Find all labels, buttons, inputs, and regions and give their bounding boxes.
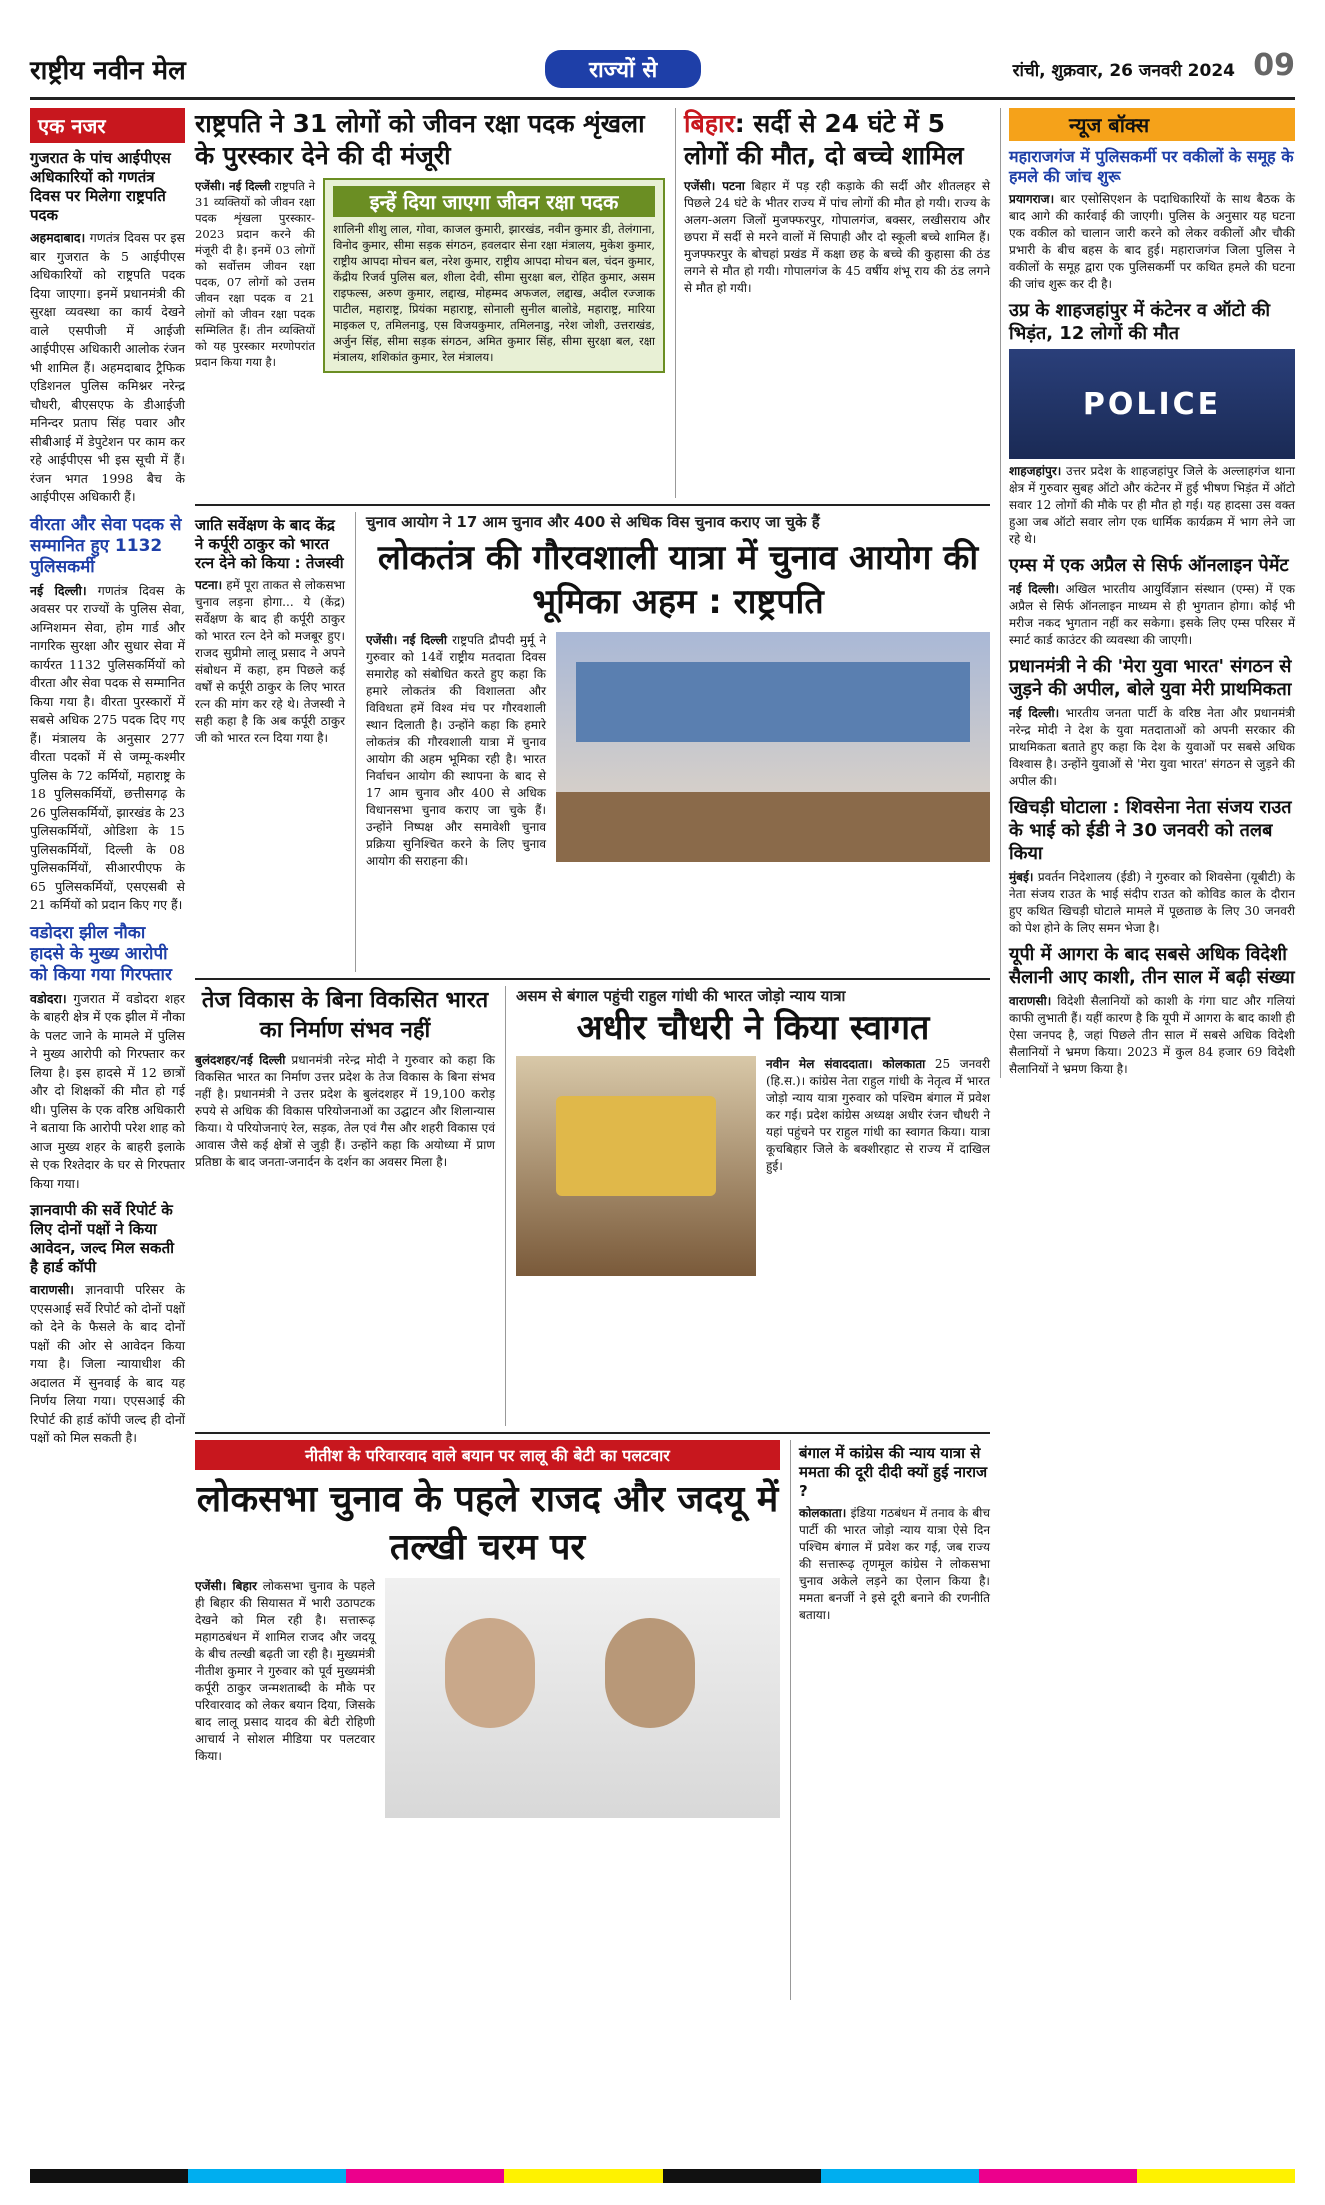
award-list-title: इन्हें दिया जाएगा जीवन रक्षा पदक (333, 186, 655, 217)
adhir-story-kicker: असम से बंगाल पहुंची राहुल गांधी की भारत जोड़ो न्याय यात्रा (516, 987, 846, 1005)
lalu-story-head: लोकसभा चुनाव के पहले राजद और जदयू में तल्खी चरम पर (196, 1479, 779, 1568)
lalu-story-strip: नीतीश के परिवारवाद वाले बयान पर लालू की बेटी का पलटवार (195, 1440, 780, 1470)
lead-story-photo (556, 632, 990, 862)
bengal-story (790, 1440, 990, 2000)
right-story-4 (1009, 655, 1295, 790)
center-area (195, 108, 990, 2000)
lead-story-head: लोकतंत्र की गौरवशाली यात्रा में चुनाव आयोग की भूमिका अहम : राष्ट्रपति (377, 538, 979, 622)
adhir-story-byline: नवीन मेल संवाददाता। कोलकाता (766, 1057, 926, 1071)
right-story-2-head: उप्र के शाहजहांपुर में कंटेनर व ऑटो की भिड़ंत, 12 लोगों की मौत (1009, 300, 1271, 344)
lead-story-byline: एजेंसी। नई दिल्ली (366, 633, 447, 647)
lead-story (355, 512, 990, 972)
right-story-5-text: प्रवर्तन निदेशालय (ईडी) ने गुरुवार को शिवसेना (यूबीटी) के नेता संजय राउत के भाई संदीप राउत को कोविड काल के दौरान हुए कथित खिचड़ी घोटाले मामले में पूछताछ के लिए 30 जनवरी को पेश होने के लिए समन भेजा है। (1009, 870, 1295, 935)
right-story-2-text: उत्तर प्रदेश के शाहजहांपुर जिले के अल्लाहगंज थाना क्षेत्र में गुरुवार सुबह ऑटो और कंटेनर में हुई भीषण भिड़ंत में ऑटो सवार 12 लोगों की मौके पर ही मौत हो गई। यह हादसा उस वक्त हुआ जब ऑटो सवार लोग एक धार्मिक कार्यक्रम में भाग लेने जा रहे थे। (1009, 464, 1295, 546)
right-story-3-text: अखिल भारतीय आयुर्विज्ञान संस्थान (एम्स) में एक अप्रैल से सिर्फ ऑनलाइन माध्यम से ही भुगतान होगा। कोई भी मरीज नकद भुगतान नहीं कर सकेगा। इसके लिए एम्स परिसर में स्मार्ट कार्ड काउंटर की व्यवस्था की जाएगी। (1009, 582, 1295, 647)
bengal-story-byline: कोलकाता। (799, 1506, 847, 1520)
adhir-story-text: 25 जनवरी (हि.स.)। कांग्रेस नेता राहुल गांधी के नेतृत्व में भारत जोड़ो न्याय यात्रा गुरुवार को पश्चिम बंगाल में प्रवेश कर गई। प्रदेश कांग्रेस अध्यक्ष अधीर रंजन चौधरी ने यहां पहुंचने पर राहुल गांधी का स्वागत किया। यात्रा कूचबिहार जिले के बक्शीरहाट से राज्य में दाखिल हुई। (766, 1057, 990, 1173)
left-story-3 (30, 923, 185, 1194)
right-story-1-head: महाराजगंज में पुलिसकर्मी पर वकीलों के समूह के हमले की जांच शुरू (1009, 147, 1294, 186)
police-photo-icon (1009, 349, 1295, 459)
adhir-story-photo (516, 1056, 756, 1276)
right-story-5 (1009, 796, 1295, 937)
dateline: रांची, शुक्रवार, 26 जनवरी 2024 (1012, 61, 1235, 81)
award-story-byline: एजेंसी। नई दिल्ली (195, 179, 271, 193)
award-story-head: राष्ट्रपति ने 31 लोगों को जीवन रक्षा पदक शृंखला के पुरस्कार देने की दी मंजूरी (195, 109, 645, 170)
left-story-4-text: ज्ञानवापी परिसर के एएसआई सर्वे रिपोर्ट को दोनों पक्षों को देने के फैसले के बाद दोनों पक्षों की ओर से आवेदन किया गया है। जिला न्यायाधीश की अदालत में सुनवाई के बाद यह निर्णय लिया गया। एएसआई की रिपोर्ट की हार्ड कॉपी जल्द ही दोनों पक्षों को मिल सकती है। (30, 1282, 185, 1445)
adhir-story (505, 986, 990, 1426)
adhir-story-head: अधीर चौधरी ने किया स्वागत (576, 1008, 930, 1048)
right-story-5-byline: मुंबई। (1009, 870, 1034, 884)
ek-nazar-tag: एक नजर (30, 108, 185, 143)
award-story (195, 108, 665, 498)
development-story-text: प्रधानमंत्री नरेन्द्र मोदी ने गुरुवार को कहा कि विकसित भारत का निर्माण उत्तर प्रदेश के तेज विकास के बिना संभव नहीं है। प्रधानमंत्री ने उत्तर प्रदेश के बुलंदशहर में 19,100 करोड़ रुपये से अधिक की विकास परियोजनाओं का उद्घाटन और शिलान्यास किया। ये परियोजनाएं रेल, सड़क, तेल एवं गैस और शहरी विकास एवं आवास जैसे कई क्षेत्रों से जुड़ी हैं। उन्होंने कहा कि अयोध्या में प्राण प्रतिष्ठा के बाद जनता-जनार्दन के दर्शन का अवसर मिला है। (195, 1053, 495, 1169)
top-row (195, 108, 990, 498)
bihar-story-head: : सर्दी से 24 घंटे में 5 लोगों की मौत, दो बच्चे शामिल (684, 109, 964, 170)
bihar-story-head-prefix: बिहार (684, 109, 735, 138)
right-column (1000, 108, 1295, 1078)
tejashwi-story-byline: पटना। (195, 578, 223, 592)
left-story-4-byline: वाराणसी। (30, 1282, 75, 1297)
right-story-4-head: प्रधानमंत्री ने की 'मेरा युवा भारत' संगठन से जुड़ने की अपील, बोले युवा मेरी प्राथमिकता (1009, 656, 1292, 700)
right-story-3-head: एम्स में एक अप्रैल से सिर्फ ऑनलाइन पेमेंट (1009, 555, 1289, 576)
tejashwi-story-head: जाति सर्वेक्षण के बाद केंद्र ने कर्पूरी ठाकुर को भारत रत्न देने को किया : तेजस्वी (195, 516, 344, 572)
section-tag: राज्यों से (545, 50, 701, 88)
police-photo-label: POLICE (1082, 386, 1222, 422)
right-story-5-head: खिचड़ी घोटाला : शिवसेना नेता संजय राउत के भाई को ईडी ने 30 जनवरी को तलब किया (1009, 797, 1292, 864)
right-story-6-byline: वाराणसी। (1009, 994, 1052, 1008)
left-story-1 (30, 149, 185, 507)
lalu-story (195, 1440, 780, 2000)
award-story-text: राष्ट्रपति ने 31 व्यक्तियों को जीवन रक्षा पदक शृंखला पुरस्कार- 2023 प्रदान करने की मंजूरी दी है। इनमें 03 लोगों को सर्वोत्तम जीवन रक्षा पदक, 07 लोगों को उत्तम जीवन रक्षा पदक व 21 लोगों को जीवन रक्षा पदक सम्मिलित हैं। तीन व्यक्तियों को यह पुरस्कार मरणोपरांत प्रदान किया गया है। (195, 179, 315, 369)
left-story-3-text: गुजरात में वडोदरा शहर के बाहरी क्षेत्र में एक झील में नौका के पलट जाने के मामले में पुलिस ने मुख्य आरोपी को गिरफ्तार कर लिया है। इस हादसे में 12 छात्रों और दो शिक्षकों की मौत हो गई थी। पुलिस के एक वरिष्ठ अधिकारी ने बताया कि आरोपी परेश शाह को आज मुख्य शहर के बाहरी इलाके से एक रिश्तेदार के घर से गिरफ्तार किया गया। (30, 990, 186, 1191)
footer-color-strip (30, 2169, 1295, 2183)
left-story-1-text: गणतंत्र दिवस पर इस बार गुजरात के 5 आईपीएस अधिकारियों को राष्ट्रपति पदक दिया जाएगा। इनमें प्रधानमंत्री की सुरक्षा व्यवस्था का कार्य देखने वाले एसपीजी में आईजी आईपीएस अधिकारी आलोक रंजन भी शामिल हैं। अहमदाबाद ट्रैफिक एडिशनल पुलिस कमिश्नर नरेन्द्र चौधरी, बीएसएफ के डीआईजी मनिन्दर प्रताप सिंह पवार और सीबीआई में डेपुटेशन पर काम कर रहे आईपीएस भी इस सूची में हैं। रंजन भगत 1998 बैच के आईपीएस अधिकारी हैं। (30, 230, 185, 504)
right-story-1-text: बार एसोसिएशन के पदाधिकारियों के साथ बैठक के बाद आगे की कार्रवाई की जाएगी। पुलिस के अनुसार यह घटना एक वकील को चालान जारी करने को लेकर वकीलों और चौकी प्रभारी के बीच बहस के बाद हुई। महाराजगंज जिला पुलिस ने वकीलों के समूह द्वारा एक पुलिसकर्मी पर कथित हमले की घटना की जांच शुरू कर दी है। (1009, 192, 1295, 291)
bihar-story-text: बिहार में पड़ रही कड़ाके की सर्दी और शीतलहर से पिछले 24 घंटे के भीतर राज्य में पांच लोगों की मौत हो गयी। राज्य के अलग-अलग जिलों मुजफ्फरपुर, गोपालगंज, बक्सर, लखीसराय और छपरा में सर्दी से मरने वालों में सिपाही और दो स्कूली बच्चे शामिल हैं। मुजफ्फरपुर के बोचहां प्रखंड में कक्षा छह के बच्चे की कुहासा की ठंड लगने से मौत हो गयी। गोपालगंज के 45 वर्षीय शंभू राय की ठंड लगने से मौत हो गयी। (684, 179, 990, 295)
left-story-3-byline: वडोदरा। (30, 990, 67, 1006)
tejashwi-story (195, 512, 345, 972)
right-story-6 (1009, 943, 1295, 1078)
left-story-3-head: वडोदरा झील नौका हादसे के मुख्य आरोपी को किया गया गिरफ्तार (30, 922, 172, 985)
lead-row (195, 512, 990, 972)
award-list-text: शालिनी शीशु लाल, गोवा, काजल कुमारी, झारखंड, नवीन कुमार डी, तेलंगाना, विनोद कुमार, सीमा सड़क संगठन, हवलदार सेना रक्षा मंत्रालय, मुकेश कुमार, राष्ट्रीय आपदा मोचन बल, नरेश कुमार, राष्ट्रीय आपदा मोचन बल, चंदन कुमार, केंद्रीय रिजर्व पुलिस बल, शीला देवी, सीमा सुरक्षा बल, रोहित कुमार, असम राइफल्स, अरुण कुमार, लद्दाख, मोहम्मद अफजल, लद्दाख, अदील रज्जाक पाटील, महाराष्ट्र, प्रियंका महाराष्ट्र, सोनाली सुनील बालोडे, महाराष्ट्र, मारिया माइकल ए, तमिलनाडु, एस विजयकुमार, तमिलनाडु, नरेश जोशी, उत्तराखंड, अर्जुन सिंह, सीमा सड़क संगठन, अमित कुमार सिंह, सीमा सुरक्षा बल, रक्षा मंत्रालय, शशिकांत कुमार, रेल मंत्रालय। (333, 222, 655, 364)
bihar-story-byline: एजेंसी। पटना (684, 179, 745, 193)
left-column (30, 108, 185, 1456)
right-story-2 (1009, 299, 1295, 548)
left-story-4 (30, 1201, 185, 1448)
right-story-1 (1009, 147, 1295, 293)
development-story (195, 986, 495, 1426)
bihar-story (675, 108, 990, 498)
bottom-row (195, 1440, 990, 2000)
right-story-4-text: भारतीय जनता पार्टी के वरिष्ठ नेता और प्रधानमंत्री नरेन्द्र मोदी ने देश के युवा मतदाताओं को अपनी सरकार की प्राथमिकता बताते हुए कहा कि देश के युवाओं पर सबसे अधिक विश्वास है। उन्होंने युवाओं से 'मेरा युवा भारत' संगठन से जुड़ने की अपील की। (1009, 706, 1295, 788)
left-story-2-text: गणतंत्र दिवस के अवसर पर राज्यों के पुलिस सेवा, अग्निशमन सेवा, होम गार्ड और नागरिक सुरक्षा और सुधार सेवा में कार्यरत 1132 पुलिसकर्मियों को वीरता और सेवा पदक से सम्मानित किया गया है। वीरता पुरस्कारों में सबसे अधिक 275 पदक दिए गए हैं। मंत्रालय के अनुसार 277 वीरता पदकों में से जम्मू-कश्मीर पुलिस के 72 कर्मियों, महाराष्ट्र के 18 पुलिसकर्मियों, छत्तीसगढ़ के 26 पुलिसकर्मियों, झारखंड के 23 पुलिसकर्मियों, ओडिशा के 15 पुलिसकर्मियों, दिल्ली के 08 पुलिसकर्मियों, सीआरपीएफ के 65 पुलिसकर्मियों, एसएसबी से 21 कर्मियों को प्रदान किए गए हैं। (30, 582, 185, 912)
right-story-4-byline: नई दिल्ली। (1009, 706, 1060, 720)
left-story-2-byline: नई दिल्ली। (30, 582, 87, 598)
bengal-story-text: इंडिया गठबंधन में तनाव के बीच पार्टी की भारत जोड़ो न्याय यात्रा ऐसे दिन पश्चिम बंगाल में प्रवेश कर गई, जब राज्य की सत्तारूढ़ तृणमूल कांग्रेस ने लोकसभा चुनाव अकेले लड़ने का ऐलान किया है। ममता बनर्जी ने इसे दूरी बनाने की रणनीति बताया। (799, 1506, 990, 1622)
tejashwi-story-text: हमें पूरा ताकत से लोकसभा चुनाव लड़ना होगा... ये (केंद्र) सर्वेक्षण के बाद ही कर्पूरी ठाकुर को भारत रत्न देने को मजबूर हुए। राजद सुप्रीमो लालू प्रसाद ने अपने संबोधन में कहा, हम पिछले कई वर्षों से कर्पूरी ठाकुर के लिए भारत रत्न की मांग कर रहे थे। तेजस्वी ने सही कहा है कि अब कर्पूरी ठाकुर जी को भारत रत्न दिया गया है। (195, 578, 345, 745)
lead-story-kicker: चुनाव आयोग ने 17 आम चुनाव और 400 से अधिक विस चुनाव कराए जा चुके हैं (366, 513, 820, 531)
paper-name: राष्ट्रीय नवीन मेल (30, 55, 186, 86)
right-story-2-byline: शाहजहांपुर। (1009, 464, 1062, 478)
lalu-story-text: लोकसभा चुनाव के पहले ही बिहार की सियासत में भारी उठापटक देखने को मिल रही है। सत्तारूढ़ महागठबंधन में शामिल राजद और जदयू के बीच तल्खी बढ़ती जा रही है। मुख्यमंत्री नीतीश कुमार ने गुरुवार को पूर्व मुख्यमंत्री कर्पूरी ठाकुर जन्मशताब्दी के मौके पर परिवारवाद को लेकर बयान दिया, जिसके बाद लालू प्रसाद यादव की बेटी रोहिणी आचार्य ने सोशल मीडिया पर पलटवार किया। (195, 1579, 375, 1763)
lalu-story-byline: एजेंसी। बिहार (195, 1579, 257, 1593)
left-story-4-head: ज्ञानवापी की सर्वे रिपोर्ट के लिए दोनों पक्षों ने किया आवेदन, जल्द मिल सकती है हार्ड कॉपी (30, 1201, 175, 1276)
bengal-story-head: बंगाल में कांग्रेस की न्याय यात्रा से ममता की दूरी दीदी क्यों हुई नाराज ? (799, 1444, 988, 1500)
development-story-byline: बुलंदशहर/नई दिल्ली (195, 1053, 286, 1067)
lead-story-text: राष्ट्रपति द्रौपदी मुर्मू ने गुरुवार को 14वें राष्ट्रीय मतदाता दिवस समारोह को संबोधित करते हुए कहा कि हमारे लोकतंत्र की विशालता और विविधता हमें विश्व मंच पर गौरवशाली स्थान दिलाती है। उन्होंने कहा कि हमारे लोकतंत्र की गौरवशाली यात्रा में चुनाव आयोग की अहम भूमिका रही है। भारत निर्वाचन आयोग की स्थापना के बाद से 17 आम चुनाव और 400 से अधिक विधानसभा चुनाव कराए जा चुके हैं। उन्होंने निष्पक्ष और समावेशी चुनाव प्रक्रिया सुनिश्चित करने के लिए चुनाव आयोग की सराहना की। (366, 633, 546, 868)
left-story-1-byline: अहमदाबाद। (30, 230, 86, 245)
left-story-2 (30, 515, 185, 915)
left-story-1-head: गुजरात के पांच आईपीएस अधिकारियों को गणतंत्र दिवस पर मिलेगा राष्ट्रपति पदक (30, 149, 171, 224)
right-story-3-byline: नई दिल्ली। (1009, 582, 1060, 596)
lalu-story-photo (385, 1578, 780, 1818)
news-box-title: न्यूज बॉक्स (1009, 108, 1295, 141)
left-story-2-head: वीरता और सेवा पदक से सम्मानित हुए 1132 पुलिसकर्मी (30, 514, 182, 577)
right-story-3 (1009, 554, 1295, 649)
right-story-6-text: विदेशी सैलानियों को काशी के गंगा घाट और गलियां काफी लुभाती हैं। यहीं कारण है कि यूपी में आगरा के बाद काशी ही ऐसा जनपद है, जहां पिछले तीन साल में सबसे अधिक विदेशी सैलानियों ने भ्रमण किया। 2023 में कुल 84 हजार 69 विदेशी सैलानियों ने भ्रमण किया है। (1009, 994, 1295, 1076)
right-story-6-head: यूपी में आगरा के बाद सबसे अधिक विदेशी सैलानी आए काशी, तीन साल में बढ़ी संख्या (1009, 944, 1295, 988)
right-story-1-byline: प्रयागराज। (1009, 192, 1055, 206)
page-number: 09 (1253, 48, 1295, 83)
masthead (30, 40, 1295, 100)
middle-row (195, 986, 990, 1426)
award-list-box (323, 178, 665, 373)
development-story-head: तेज विकास के बिना विकसित भारत का निर्माण संभव नहीं (201, 988, 489, 1043)
